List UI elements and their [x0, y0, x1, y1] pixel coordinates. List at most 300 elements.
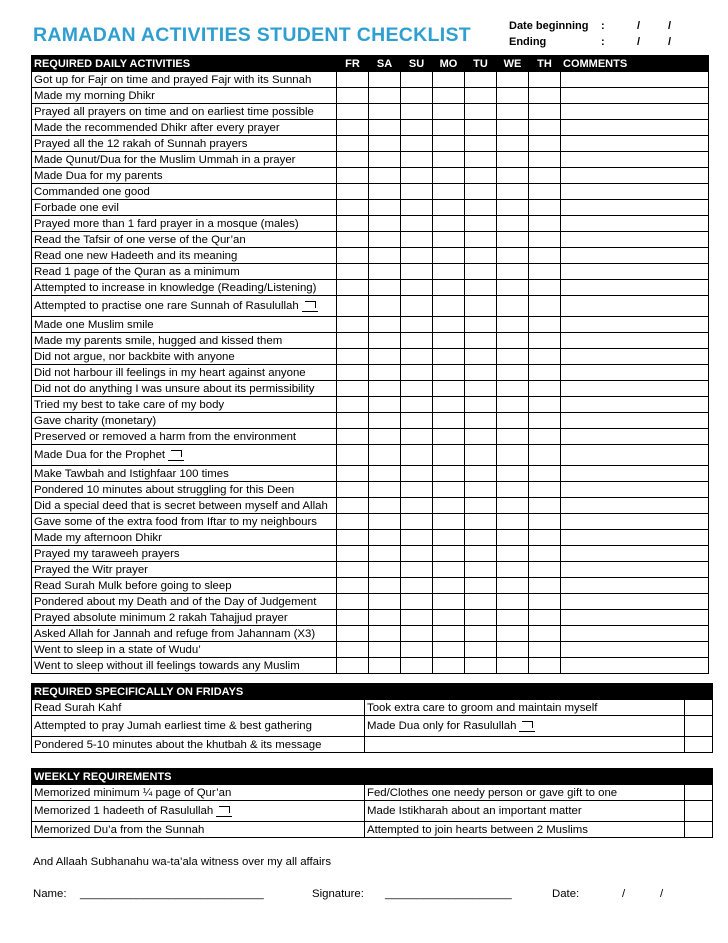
- day-checkbox-cell[interactable]: [529, 72, 561, 88]
- comments-cell[interactable]: [561, 498, 709, 514]
- day-checkbox-cell[interactable]: [529, 530, 561, 546]
- day-checkbox-cell[interactable]: [369, 498, 401, 514]
- day-checkbox-cell[interactable]: [401, 482, 433, 498]
- day-checkbox-cell[interactable]: [433, 413, 465, 429]
- day-checkbox-cell[interactable]: [433, 466, 465, 482]
- day-checkbox-cell[interactable]: [401, 546, 433, 562]
- day-checkbox-cell[interactable]: [369, 72, 401, 88]
- day-checkbox-cell[interactable]: [337, 514, 369, 530]
- day-checkbox-cell[interactable]: [401, 562, 433, 578]
- comments-cell[interactable]: [561, 152, 709, 168]
- day-checkbox-cell[interactable]: [401, 413, 433, 429]
- day-checkbox-cell[interactable]: [369, 514, 401, 530]
- day-checkbox-cell[interactable]: [401, 445, 433, 466]
- day-checkbox-cell[interactable]: [337, 466, 369, 482]
- day-checkbox-cell[interactable]: [433, 349, 465, 365]
- day-checkbox-cell[interactable]: [529, 248, 561, 264]
- day-checkbox-cell[interactable]: [529, 216, 561, 232]
- signature-field[interactable]: ____________________: [385, 888, 512, 900]
- comments-cell[interactable]: [561, 264, 709, 280]
- day-checkbox-cell[interactable]: [497, 184, 529, 200]
- comments-cell[interactable]: [561, 232, 709, 248]
- comments-cell[interactable]: [561, 466, 709, 482]
- day-checkbox-cell[interactable]: [401, 280, 433, 296]
- day-checkbox-cell[interactable]: [337, 200, 369, 216]
- day-checkbox-cell[interactable]: [465, 333, 497, 349]
- day-checkbox-cell[interactable]: [497, 397, 529, 413]
- day-checkbox-cell[interactable]: [433, 168, 465, 184]
- day-checkbox-cell[interactable]: [529, 365, 561, 381]
- day-checkbox-cell[interactable]: [465, 152, 497, 168]
- comments-cell[interactable]: [561, 381, 709, 397]
- day-checkbox-cell[interactable]: [369, 610, 401, 626]
- day-checkbox-cell[interactable]: [465, 530, 497, 546]
- day-checkbox-cell[interactable]: [529, 349, 561, 365]
- day-checkbox-cell[interactable]: [369, 546, 401, 562]
- day-checkbox-cell[interactable]: [337, 381, 369, 397]
- day-checkbox-cell[interactable]: [497, 466, 529, 482]
- day-checkbox-cell[interactable]: [401, 168, 433, 184]
- day-checkbox-cell[interactable]: [465, 104, 497, 120]
- day-checkbox-cell[interactable]: [529, 642, 561, 658]
- day-checkbox-cell[interactable]: [465, 232, 497, 248]
- day-checkbox-cell[interactable]: [433, 482, 465, 498]
- day-checkbox-cell[interactable]: [433, 397, 465, 413]
- day-checkbox-cell[interactable]: [497, 200, 529, 216]
- day-checkbox-cell[interactable]: [433, 88, 465, 104]
- day-checkbox-cell[interactable]: [497, 429, 529, 445]
- day-checkbox-cell[interactable]: [497, 264, 529, 280]
- day-checkbox-cell[interactable]: [497, 482, 529, 498]
- day-checkbox-cell[interactable]: [529, 200, 561, 216]
- day-checkbox-cell[interactable]: [529, 397, 561, 413]
- day-checkbox-cell[interactable]: [369, 317, 401, 333]
- day-checkbox-cell[interactable]: [369, 333, 401, 349]
- day-checkbox-cell[interactable]: [401, 232, 433, 248]
- day-checkbox-cell[interactable]: [369, 120, 401, 136]
- day-checkbox-cell[interactable]: [465, 594, 497, 610]
- day-checkbox-cell[interactable]: [465, 578, 497, 594]
- day-checkbox-cell[interactable]: [433, 381, 465, 397]
- day-checkbox-cell[interactable]: [433, 104, 465, 120]
- day-checkbox-cell[interactable]: [529, 88, 561, 104]
- day-checkbox-cell[interactable]: [369, 578, 401, 594]
- day-checkbox-cell[interactable]: [337, 365, 369, 381]
- comments-cell[interactable]: [561, 445, 709, 466]
- day-checkbox-cell[interactable]: [401, 120, 433, 136]
- day-checkbox-cell[interactable]: [369, 264, 401, 280]
- day-checkbox-cell[interactable]: [401, 72, 433, 88]
- day-checkbox-cell[interactable]: [337, 333, 369, 349]
- day-checkbox-cell[interactable]: [497, 280, 529, 296]
- comments-cell[interactable]: [561, 658, 709, 674]
- day-checkbox-cell[interactable]: [465, 445, 497, 466]
- day-checkbox-cell[interactable]: [529, 317, 561, 333]
- day-checkbox-cell[interactable]: [369, 296, 401, 317]
- day-checkbox-cell[interactable]: [497, 88, 529, 104]
- comments-cell[interactable]: [561, 136, 709, 152]
- day-checkbox-cell[interactable]: [465, 184, 497, 200]
- day-checkbox-cell[interactable]: [369, 184, 401, 200]
- day-checkbox-cell[interactable]: [497, 232, 529, 248]
- day-checkbox-cell[interactable]: [401, 248, 433, 264]
- day-checkbox-cell[interactable]: [401, 136, 433, 152]
- day-checkbox-cell[interactable]: [529, 264, 561, 280]
- name-field[interactable]: _____________________________: [80, 888, 264, 900]
- day-checkbox-cell[interactable]: [433, 626, 465, 642]
- day-checkbox-cell[interactable]: [401, 264, 433, 280]
- day-checkbox-cell[interactable]: [497, 562, 529, 578]
- day-checkbox-cell[interactable]: [337, 280, 369, 296]
- day-checkbox-cell[interactable]: [369, 594, 401, 610]
- day-checkbox-cell[interactable]: [433, 248, 465, 264]
- day-checkbox-cell[interactable]: [497, 658, 529, 674]
- day-checkbox-cell[interactable]: [369, 104, 401, 120]
- day-checkbox-cell[interactable]: [401, 349, 433, 365]
- day-checkbox-cell[interactable]: [433, 317, 465, 333]
- comments-cell[interactable]: [561, 280, 709, 296]
- day-checkbox-cell[interactable]: [433, 498, 465, 514]
- day-checkbox-cell[interactable]: [529, 482, 561, 498]
- day-checkbox-cell[interactable]: [465, 264, 497, 280]
- day-checkbox-cell[interactable]: [433, 152, 465, 168]
- day-checkbox-cell[interactable]: [369, 136, 401, 152]
- day-checkbox-cell[interactable]: [529, 333, 561, 349]
- day-checkbox-cell[interactable]: [337, 296, 369, 317]
- day-checkbox-cell[interactable]: [433, 232, 465, 248]
- day-checkbox-cell[interactable]: [369, 349, 401, 365]
- day-checkbox-cell[interactable]: [497, 120, 529, 136]
- day-checkbox-cell[interactable]: [401, 216, 433, 232]
- comments-cell[interactable]: [561, 104, 709, 120]
- day-checkbox-cell[interactable]: [337, 578, 369, 594]
- day-checkbox-cell[interactable]: [465, 658, 497, 674]
- day-checkbox-cell[interactable]: [337, 610, 369, 626]
- day-checkbox-cell[interactable]: [369, 88, 401, 104]
- day-checkbox-cell[interactable]: [465, 397, 497, 413]
- day-checkbox-cell[interactable]: [369, 482, 401, 498]
- day-checkbox-cell[interactable]: [433, 578, 465, 594]
- day-checkbox-cell[interactable]: [433, 216, 465, 232]
- day-checkbox-cell[interactable]: [337, 72, 369, 88]
- day-checkbox-cell[interactable]: [369, 466, 401, 482]
- day-checkbox-cell[interactable]: [401, 594, 433, 610]
- day-checkbox-cell[interactable]: [497, 610, 529, 626]
- day-checkbox-cell[interactable]: [401, 514, 433, 530]
- day-checkbox-cell[interactable]: [529, 514, 561, 530]
- day-checkbox-cell[interactable]: [337, 120, 369, 136]
- comments-cell[interactable]: [561, 333, 709, 349]
- day-checkbox-cell[interactable]: [401, 152, 433, 168]
- day-checkbox-cell[interactable]: [497, 365, 529, 381]
- day-checkbox-cell[interactable]: [401, 658, 433, 674]
- day-checkbox-cell[interactable]: [433, 594, 465, 610]
- day-checkbox-cell[interactable]: [337, 184, 369, 200]
- day-checkbox-cell[interactable]: [497, 104, 529, 120]
- day-checkbox-cell[interactable]: [497, 152, 529, 168]
- day-checkbox-cell[interactable]: [433, 546, 465, 562]
- day-checkbox-cell[interactable]: [369, 530, 401, 546]
- day-checkbox-cell[interactable]: [529, 184, 561, 200]
- day-checkbox-cell[interactable]: [337, 642, 369, 658]
- day-checkbox-cell[interactable]: [465, 317, 497, 333]
- day-checkbox-cell[interactable]: [433, 445, 465, 466]
- day-checkbox-cell[interactable]: [401, 317, 433, 333]
- day-checkbox-cell[interactable]: [465, 200, 497, 216]
- day-checkbox-cell[interactable]: [529, 610, 561, 626]
- day-checkbox-cell[interactable]: [433, 642, 465, 658]
- day-checkbox-cell[interactable]: [369, 365, 401, 381]
- day-checkbox-cell[interactable]: [337, 248, 369, 264]
- comments-cell[interactable]: [561, 594, 709, 610]
- day-checkbox-cell[interactable]: [465, 413, 497, 429]
- day-checkbox-cell[interactable]: [433, 365, 465, 381]
- comments-cell[interactable]: [561, 88, 709, 104]
- day-checkbox-cell[interactable]: [497, 333, 529, 349]
- day-checkbox-cell[interactable]: [401, 184, 433, 200]
- day-checkbox-cell[interactable]: [337, 88, 369, 104]
- day-checkbox-cell[interactable]: [337, 216, 369, 232]
- comments-cell[interactable]: [561, 562, 709, 578]
- day-checkbox-cell[interactable]: [497, 514, 529, 530]
- day-checkbox-cell[interactable]: [369, 413, 401, 429]
- day-checkbox-cell[interactable]: [529, 658, 561, 674]
- comments-cell[interactable]: [561, 200, 709, 216]
- day-checkbox-cell[interactable]: [465, 280, 497, 296]
- day-checkbox-cell[interactable]: [497, 381, 529, 397]
- day-checkbox-cell[interactable]: [465, 216, 497, 232]
- day-checkbox-cell[interactable]: [497, 530, 529, 546]
- day-checkbox-cell[interactable]: [529, 413, 561, 429]
- requirement-checkbox-cell[interactable]: [685, 801, 713, 822]
- comments-cell[interactable]: [561, 413, 709, 429]
- day-checkbox-cell[interactable]: [465, 248, 497, 264]
- day-checkbox-cell[interactable]: [465, 72, 497, 88]
- day-checkbox-cell[interactable]: [337, 264, 369, 280]
- day-checkbox-cell[interactable]: [465, 514, 497, 530]
- day-checkbox-cell[interactable]: [369, 658, 401, 674]
- day-checkbox-cell[interactable]: [401, 610, 433, 626]
- day-checkbox-cell[interactable]: [337, 626, 369, 642]
- day-checkbox-cell[interactable]: [337, 349, 369, 365]
- day-checkbox-cell[interactable]: [433, 72, 465, 88]
- day-checkbox-cell[interactable]: [465, 642, 497, 658]
- day-checkbox-cell[interactable]: [401, 333, 433, 349]
- day-checkbox-cell[interactable]: [401, 429, 433, 445]
- day-checkbox-cell[interactable]: [337, 498, 369, 514]
- comments-cell[interactable]: [561, 349, 709, 365]
- day-checkbox-cell[interactable]: [337, 397, 369, 413]
- day-checkbox-cell[interactable]: [401, 381, 433, 397]
- requirement-checkbox-cell[interactable]: [685, 822, 713, 838]
- day-checkbox-cell[interactable]: [369, 626, 401, 642]
- day-checkbox-cell[interactable]: [465, 120, 497, 136]
- day-checkbox-cell[interactable]: [433, 530, 465, 546]
- day-checkbox-cell[interactable]: [465, 562, 497, 578]
- day-checkbox-cell[interactable]: [433, 658, 465, 674]
- day-checkbox-cell[interactable]: [433, 120, 465, 136]
- day-checkbox-cell[interactable]: [369, 152, 401, 168]
- day-checkbox-cell[interactable]: [497, 546, 529, 562]
- comments-cell[interactable]: [561, 530, 709, 546]
- day-checkbox-cell[interactable]: [401, 365, 433, 381]
- day-checkbox-cell[interactable]: [497, 168, 529, 184]
- day-checkbox-cell[interactable]: [433, 200, 465, 216]
- day-checkbox-cell[interactable]: [465, 296, 497, 317]
- day-checkbox-cell[interactable]: [465, 610, 497, 626]
- comments-cell[interactable]: [561, 546, 709, 562]
- comments-cell[interactable]: [561, 642, 709, 658]
- day-checkbox-cell[interactable]: [401, 530, 433, 546]
- day-checkbox-cell[interactable]: [529, 296, 561, 317]
- day-checkbox-cell[interactable]: [497, 317, 529, 333]
- day-checkbox-cell[interactable]: [497, 72, 529, 88]
- day-checkbox-cell[interactable]: [529, 280, 561, 296]
- day-checkbox-cell[interactable]: [337, 530, 369, 546]
- day-checkbox-cell[interactable]: [433, 184, 465, 200]
- day-checkbox-cell[interactable]: [497, 136, 529, 152]
- day-checkbox-cell[interactable]: [337, 594, 369, 610]
- day-checkbox-cell[interactable]: [401, 498, 433, 514]
- day-checkbox-cell[interactable]: [433, 514, 465, 530]
- day-checkbox-cell[interactable]: [433, 296, 465, 317]
- day-checkbox-cell[interactable]: [497, 578, 529, 594]
- day-checkbox-cell[interactable]: [369, 216, 401, 232]
- day-checkbox-cell[interactable]: [337, 413, 369, 429]
- comments-cell[interactable]: [561, 120, 709, 136]
- comments-cell[interactable]: [561, 317, 709, 333]
- day-checkbox-cell[interactable]: [337, 104, 369, 120]
- day-checkbox-cell[interactable]: [497, 445, 529, 466]
- day-checkbox-cell[interactable]: [369, 429, 401, 445]
- day-checkbox-cell[interactable]: [433, 264, 465, 280]
- day-checkbox-cell[interactable]: [529, 594, 561, 610]
- day-checkbox-cell[interactable]: [337, 152, 369, 168]
- comments-cell[interactable]: [561, 216, 709, 232]
- day-checkbox-cell[interactable]: [497, 498, 529, 514]
- comments-cell[interactable]: [561, 365, 709, 381]
- day-checkbox-cell[interactable]: [529, 232, 561, 248]
- day-checkbox-cell[interactable]: [529, 429, 561, 445]
- comments-cell[interactable]: [561, 626, 709, 642]
- day-checkbox-cell[interactable]: [369, 642, 401, 658]
- day-checkbox-cell[interactable]: [465, 482, 497, 498]
- day-checkbox-cell[interactable]: [465, 349, 497, 365]
- day-checkbox-cell[interactable]: [529, 104, 561, 120]
- day-checkbox-cell[interactable]: [529, 578, 561, 594]
- day-checkbox-cell[interactable]: [497, 642, 529, 658]
- day-checkbox-cell[interactable]: [465, 498, 497, 514]
- day-checkbox-cell[interactable]: [433, 333, 465, 349]
- day-checkbox-cell[interactable]: [497, 626, 529, 642]
- day-checkbox-cell[interactable]: [465, 168, 497, 184]
- day-checkbox-cell[interactable]: [465, 466, 497, 482]
- day-checkbox-cell[interactable]: [337, 317, 369, 333]
- requirement-checkbox-cell[interactable]: [685, 700, 713, 716]
- day-checkbox-cell[interactable]: [337, 546, 369, 562]
- day-checkbox-cell[interactable]: [465, 365, 497, 381]
- comments-cell[interactable]: [561, 72, 709, 88]
- day-checkbox-cell[interactable]: [337, 482, 369, 498]
- comments-cell[interactable]: [561, 168, 709, 184]
- day-checkbox-cell[interactable]: [401, 104, 433, 120]
- day-checkbox-cell[interactable]: [337, 168, 369, 184]
- comments-cell[interactable]: [561, 429, 709, 445]
- day-checkbox-cell[interactable]: [369, 200, 401, 216]
- comments-cell[interactable]: [561, 248, 709, 264]
- comments-cell[interactable]: [561, 514, 709, 530]
- day-checkbox-cell[interactable]: [529, 168, 561, 184]
- day-checkbox-cell[interactable]: [401, 397, 433, 413]
- day-checkbox-cell[interactable]: [433, 136, 465, 152]
- day-checkbox-cell[interactable]: [337, 658, 369, 674]
- day-checkbox-cell[interactable]: [497, 216, 529, 232]
- day-checkbox-cell[interactable]: [465, 381, 497, 397]
- day-checkbox-cell[interactable]: [465, 626, 497, 642]
- day-checkbox-cell[interactable]: [529, 120, 561, 136]
- day-checkbox-cell[interactable]: [369, 248, 401, 264]
- comments-cell[interactable]: [561, 184, 709, 200]
- day-checkbox-cell[interactable]: [369, 562, 401, 578]
- day-checkbox-cell[interactable]: [369, 381, 401, 397]
- day-checkbox-cell[interactable]: [465, 429, 497, 445]
- requirement-checkbox-cell[interactable]: [685, 716, 713, 737]
- day-checkbox-cell[interactable]: [529, 445, 561, 466]
- day-checkbox-cell[interactable]: [433, 610, 465, 626]
- day-checkbox-cell[interactable]: [529, 152, 561, 168]
- day-checkbox-cell[interactable]: [369, 445, 401, 466]
- comments-cell[interactable]: [561, 482, 709, 498]
- day-checkbox-cell[interactable]: [337, 445, 369, 466]
- day-checkbox-cell[interactable]: [433, 429, 465, 445]
- requirement-checkbox-cell[interactable]: [685, 785, 713, 801]
- day-checkbox-cell[interactable]: [497, 594, 529, 610]
- day-checkbox-cell[interactable]: [401, 88, 433, 104]
- day-checkbox-cell[interactable]: [529, 136, 561, 152]
- comments-cell[interactable]: [561, 610, 709, 626]
- day-checkbox-cell[interactable]: [401, 626, 433, 642]
- day-checkbox-cell[interactable]: [465, 136, 497, 152]
- day-checkbox-cell[interactable]: [337, 136, 369, 152]
- day-checkbox-cell[interactable]: [401, 578, 433, 594]
- day-checkbox-cell[interactable]: [497, 413, 529, 429]
- day-checkbox-cell[interactable]: [529, 562, 561, 578]
- day-checkbox-cell[interactable]: [529, 498, 561, 514]
- day-checkbox-cell[interactable]: [529, 466, 561, 482]
- day-checkbox-cell[interactable]: [369, 168, 401, 184]
- day-checkbox-cell[interactable]: [497, 248, 529, 264]
- day-checkbox-cell[interactable]: [529, 546, 561, 562]
- day-checkbox-cell[interactable]: [337, 232, 369, 248]
- comments-cell[interactable]: [561, 296, 709, 317]
- comments-cell[interactable]: [561, 397, 709, 413]
- day-checkbox-cell[interactable]: [337, 562, 369, 578]
- comments-cell[interactable]: [561, 578, 709, 594]
- day-checkbox-cell[interactable]: [401, 296, 433, 317]
- day-checkbox-cell[interactable]: [433, 562, 465, 578]
- day-checkbox-cell[interactable]: [465, 546, 497, 562]
- day-checkbox-cell[interactable]: [433, 280, 465, 296]
- day-checkbox-cell[interactable]: [401, 466, 433, 482]
- day-checkbox-cell[interactable]: [401, 200, 433, 216]
- day-checkbox-cell[interactable]: [529, 626, 561, 642]
- day-checkbox-cell[interactable]: [369, 232, 401, 248]
- day-checkbox-cell[interactable]: [465, 88, 497, 104]
- day-checkbox-cell[interactable]: [497, 349, 529, 365]
- day-checkbox-cell[interactable]: [497, 296, 529, 317]
- day-checkbox-cell[interactable]: [529, 381, 561, 397]
- day-checkbox-cell[interactable]: [337, 429, 369, 445]
